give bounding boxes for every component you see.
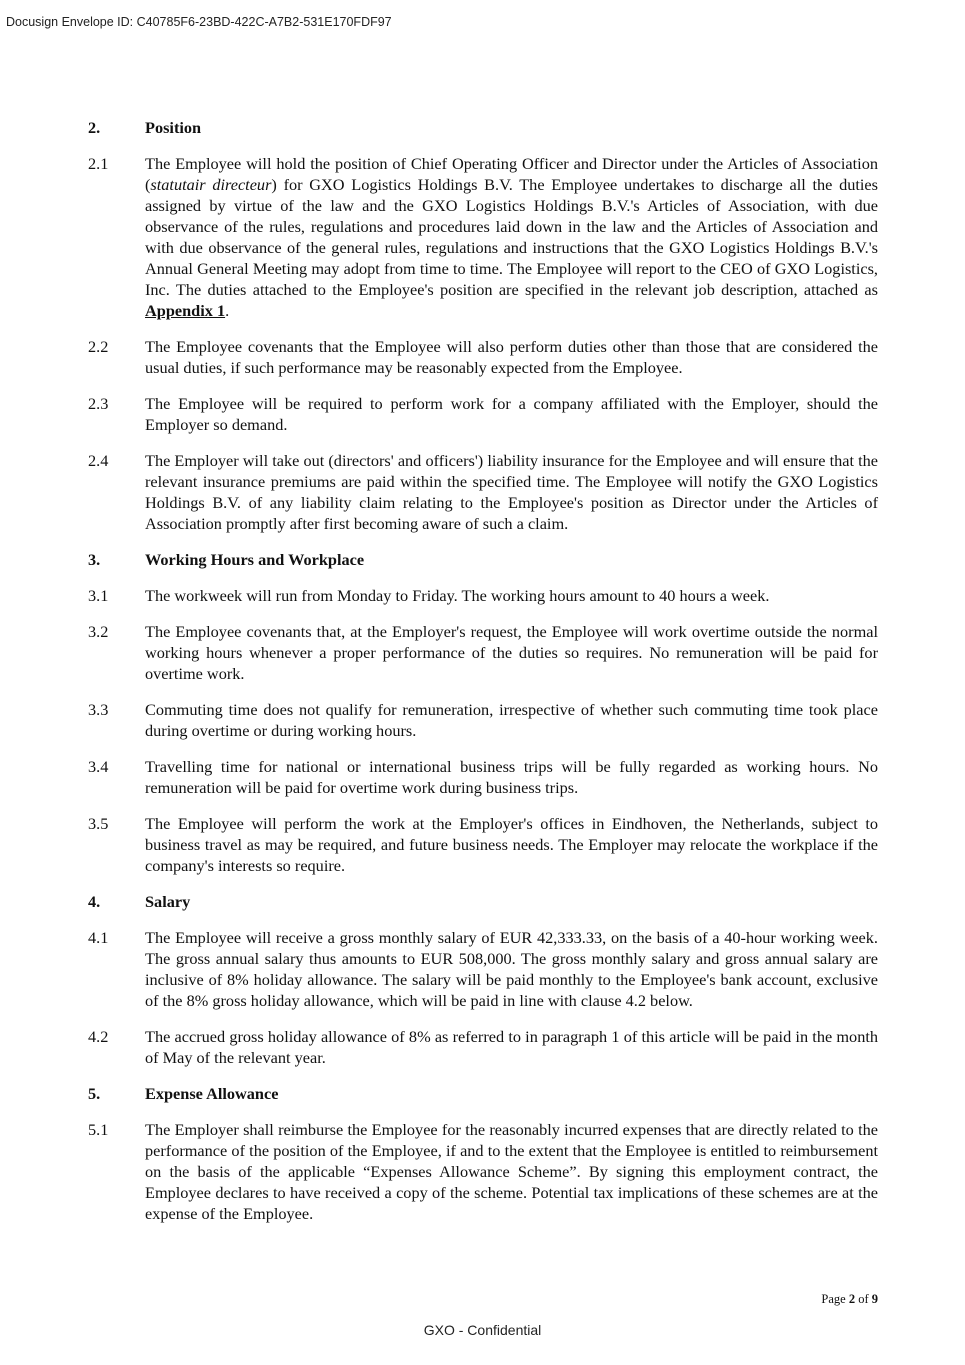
clause-3-3: [88, 699, 878, 741]
clause-text: The accrued gross holiday allowance of 8% as referred to in paragraph 1 of this article will be paid in the month of May of the relevant year.: [145, 1027, 878, 1067]
clause-text-end: .: [225, 301, 230, 320]
clause-number: 4.1: [88, 928, 109, 947]
section-number: 2.: [88, 118, 101, 137]
page-total: 9: [871, 1292, 878, 1306]
clause-text: Commuting time does not qualify for remuneration, irrespective of whether such commuting time took place during overtime or during working hours.: [145, 700, 878, 740]
clause-text-part: ) for GXO Logistics Holdings B.V. The Employee undertakes to discharge all the duties assigned by virtue of the law and the GXO Logistics Holdings B.V.'s Articles of Association, with due observance of the rules, regulations and procedures laid down in the law and the Articles of Association and with due observance of the general rules, regulations and instructions that the GXO Logistics Holdings B.V.'s Annual General Meeting may adopt from time to time. The Employee will report to the CEO of GXO Logistics, Inc. The duties attached to the Employee's position are specified in the relevant job description, attached as: [145, 175, 878, 299]
clause-number: 2.3: [88, 394, 109, 413]
clause-text-part: The Employee will hold the position of Chief Operating Officer and Director under the Articles of Association (: [145, 154, 878, 194]
clause-number: 3.1: [88, 586, 109, 605]
section-number: 4.: [88, 892, 101, 911]
clause-5-1: [88, 1119, 878, 1224]
clause-2-1: [88, 153, 878, 321]
document-body: [88, 117, 878, 1239]
page-separator: of: [855, 1292, 872, 1306]
clause-number: 3.2: [88, 622, 109, 641]
clause-3-1: [88, 585, 878, 606]
clause-text: The Employee will be required to perform work for a company affiliated with the Employer, should the Employer so demand.: [145, 394, 878, 434]
clause-3-2: [88, 621, 878, 684]
clause-4-1: [88, 927, 878, 1011]
clause-4-2: [88, 1026, 878, 1068]
clause-text: Travelling time for national or international business trips will be fully regarded as working hours. No remuneration will be paid for overtime work during business trips.: [145, 757, 878, 797]
section-heading-salary: [88, 891, 878, 912]
clause-text: The Employer shall reimburse the Employee for the reasonably incurred expenses that are directly related to the performance of the position of the Employee, if and to the extent that the Employee is entitled to reimbursement on the basis of the applicable “Expenses Allowance Scheme”. By signing this employment contract, the Employee declares to have received a copy of the scheme. Potential tax implications of these schemes are at the expense of the Employee.: [145, 1120, 878, 1223]
clause-text: The Employee covenants that, at the Employer's request, the Employee will work overtime outside the normal working hours whenever a proper performance of the duties so requires. No remuneration will be paid for overtime work.: [145, 622, 878, 683]
section-title: Salary: [145, 892, 191, 911]
clause-text: The Employee will receive a gross monthly salary of EUR 42,333.33, on the basis of a 40-hour working week. The gross annual salary thus amounts to EUR 508,000. The gross monthly salary and gross annual salary are inclusive of 8% holiday allowance. The salary will be paid monthly to the Employee's bank account, exclusive of the 8% gross holiday allowance, which will be paid in line with clause 4.2 below.: [145, 928, 878, 1010]
clause-number: 5.1: [88, 1120, 109, 1139]
clause-3-5: [88, 813, 878, 876]
clause-text: The Employee will perform the work at the Employer's offices in Eindhoven, the Netherlands, subject to business travel as may be required, and future business needs. The Employer may relocate the workplace if the company's interests so require.: [145, 814, 878, 875]
clause-2-3: [88, 393, 878, 435]
clause-number: 3.3: [88, 700, 109, 719]
clause-text: The Employee covenants that the Employee will also perform duties other than those that are considered the usual duties, if such performance may be reasonably expected from the Employee.: [145, 337, 878, 377]
clause-text: The workweek will run from Monday to Friday. The working hours amount to 40 hours a week.: [145, 586, 770, 605]
clause-number: 2.4: [88, 451, 109, 470]
clause-3-4: [88, 756, 878, 798]
clause-number: 3.5: [88, 814, 109, 833]
section-title: Expense Allowance: [145, 1084, 279, 1103]
section-heading-working-hours: [88, 549, 878, 570]
clause-number: 2.1: [88, 154, 109, 173]
page-number: [821, 1292, 878, 1307]
clause-text: The Employer will take out (directors' and officers') liability insurance for the Employee and will ensure that the relevant insurance premiums are paid within the specified time. The Employee will notify the GXO Logistics Holdings B.V. of any liability claim relating to the Employee's position as Director under the Articles of Association promptly after first becoming aware of such a claim.: [145, 451, 878, 533]
clause-italic-term: statutair directeur: [150, 175, 272, 194]
clause-number: 2.2: [88, 337, 109, 356]
section-number: 5.: [88, 1084, 101, 1103]
envelope-id: Docusign Envelope ID: C40785F6-23BD-422C-A7B2-531E170FDF97: [6, 15, 392, 29]
appendix-reference: Appendix 1: [145, 301, 226, 320]
section-title: Position: [145, 118, 202, 137]
clause-number: 3.4: [88, 757, 109, 776]
page-prefix: Page: [821, 1292, 849, 1306]
section-title: Working Hours and Workplace: [145, 550, 365, 569]
page-current: 2: [848, 1292, 856, 1306]
clause-number: 4.2: [88, 1027, 109, 1046]
clause-text: [145, 153, 878, 321]
section-heading-position: [88, 117, 878, 138]
section-number: 3.: [88, 550, 101, 569]
section-heading-expense-allowance: [88, 1083, 878, 1104]
confidential-footer: GXO - Confidential: [423, 1322, 542, 1338]
clause-2-4: [88, 450, 878, 534]
clause-2-2: [88, 336, 878, 378]
